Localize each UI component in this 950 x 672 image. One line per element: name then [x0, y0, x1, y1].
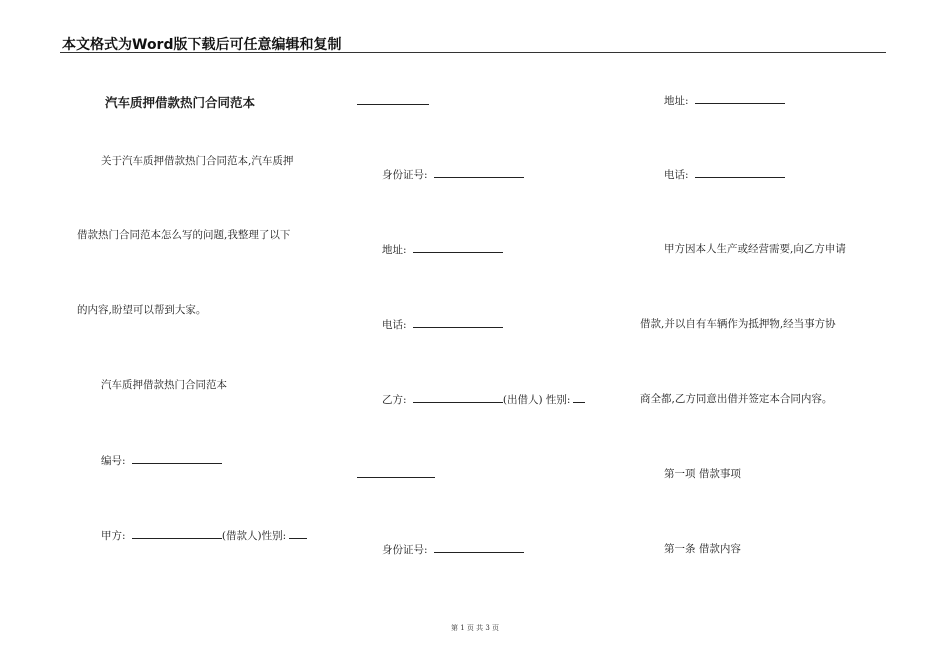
- id-field-1: [382, 167, 524, 182]
- page-footer: 第 1 页 共 3 页: [450, 624, 500, 632]
- body-line-3: 商全都,乙方同意出借并签定本合同内容。: [640, 393, 833, 405]
- address-blank-2: [695, 93, 785, 104]
- body-line-2: 借款,并以自有车辆作为抵押物,经当事方协: [640, 318, 836, 330]
- address-blank-1: [413, 242, 503, 253]
- intro-line-1: 关于汽车质押借款热门合同范本,汽车质押: [101, 155, 294, 167]
- continued-blank-1: [357, 104, 429, 105]
- section-heading-1: 第一项 借款事项: [664, 468, 741, 480]
- party-b-name-blank: [413, 392, 503, 403]
- continued-blank-2: [357, 477, 435, 478]
- party-b-field: [382, 392, 585, 407]
- number-blank: [132, 453, 222, 464]
- header-title: 本文格式为Word版下载后可任意编辑和复制: [62, 37, 342, 53]
- party-b-gender-blank: [573, 392, 585, 403]
- phone-label-2: 电话:: [664, 169, 689, 181]
- party-a-field: [101, 528, 307, 543]
- id-label-1: 身份证号:: [382, 169, 428, 181]
- contract-subtitle: 汽车质押借款热门合同范本: [101, 379, 227, 391]
- id-label-2: 身份证号:: [382, 544, 428, 556]
- address-field-1: [382, 242, 503, 257]
- article-heading-1: 第一条 借款内容: [664, 543, 741, 555]
- header-divider: [60, 52, 886, 53]
- party-b-label: 乙方:: [382, 394, 407, 406]
- phone-field-1: [382, 317, 503, 332]
- id-field-2: [382, 542, 524, 557]
- party-a-gender-blank: [289, 528, 307, 539]
- intro-line-2: 借款热门合同范本怎么写的问题,我整理了以下: [77, 229, 291, 241]
- phone-label-1: 电话:: [382, 319, 407, 331]
- address-field-2: [664, 93, 785, 108]
- phone-field-2: [664, 167, 785, 182]
- address-label-1: 地址:: [382, 244, 407, 256]
- address-label-2: 地址:: [664, 95, 689, 107]
- phone-blank-1: [413, 317, 503, 328]
- intro-line-3: 的内容,盼望可以帮到大家。: [77, 304, 207, 316]
- party-b-suffix: (出借人) 性别:: [502, 394, 571, 406]
- number-field: [101, 453, 222, 468]
- number-label: 编号:: [101, 455, 126, 467]
- body-line-1: 甲方因本人生产或经营需要,向乙方申请: [664, 243, 846, 255]
- id-blank-2: [434, 542, 524, 553]
- party-a-label: 甲方:: [101, 530, 126, 542]
- party-a-name-blank: [132, 528, 222, 539]
- document-title: 汽车质押借款热门合同范本: [105, 95, 256, 110]
- id-blank-1: [434, 167, 524, 178]
- phone-blank-2: [695, 167, 785, 178]
- party-a-suffix: (借款人)性别:: [221, 530, 287, 542]
